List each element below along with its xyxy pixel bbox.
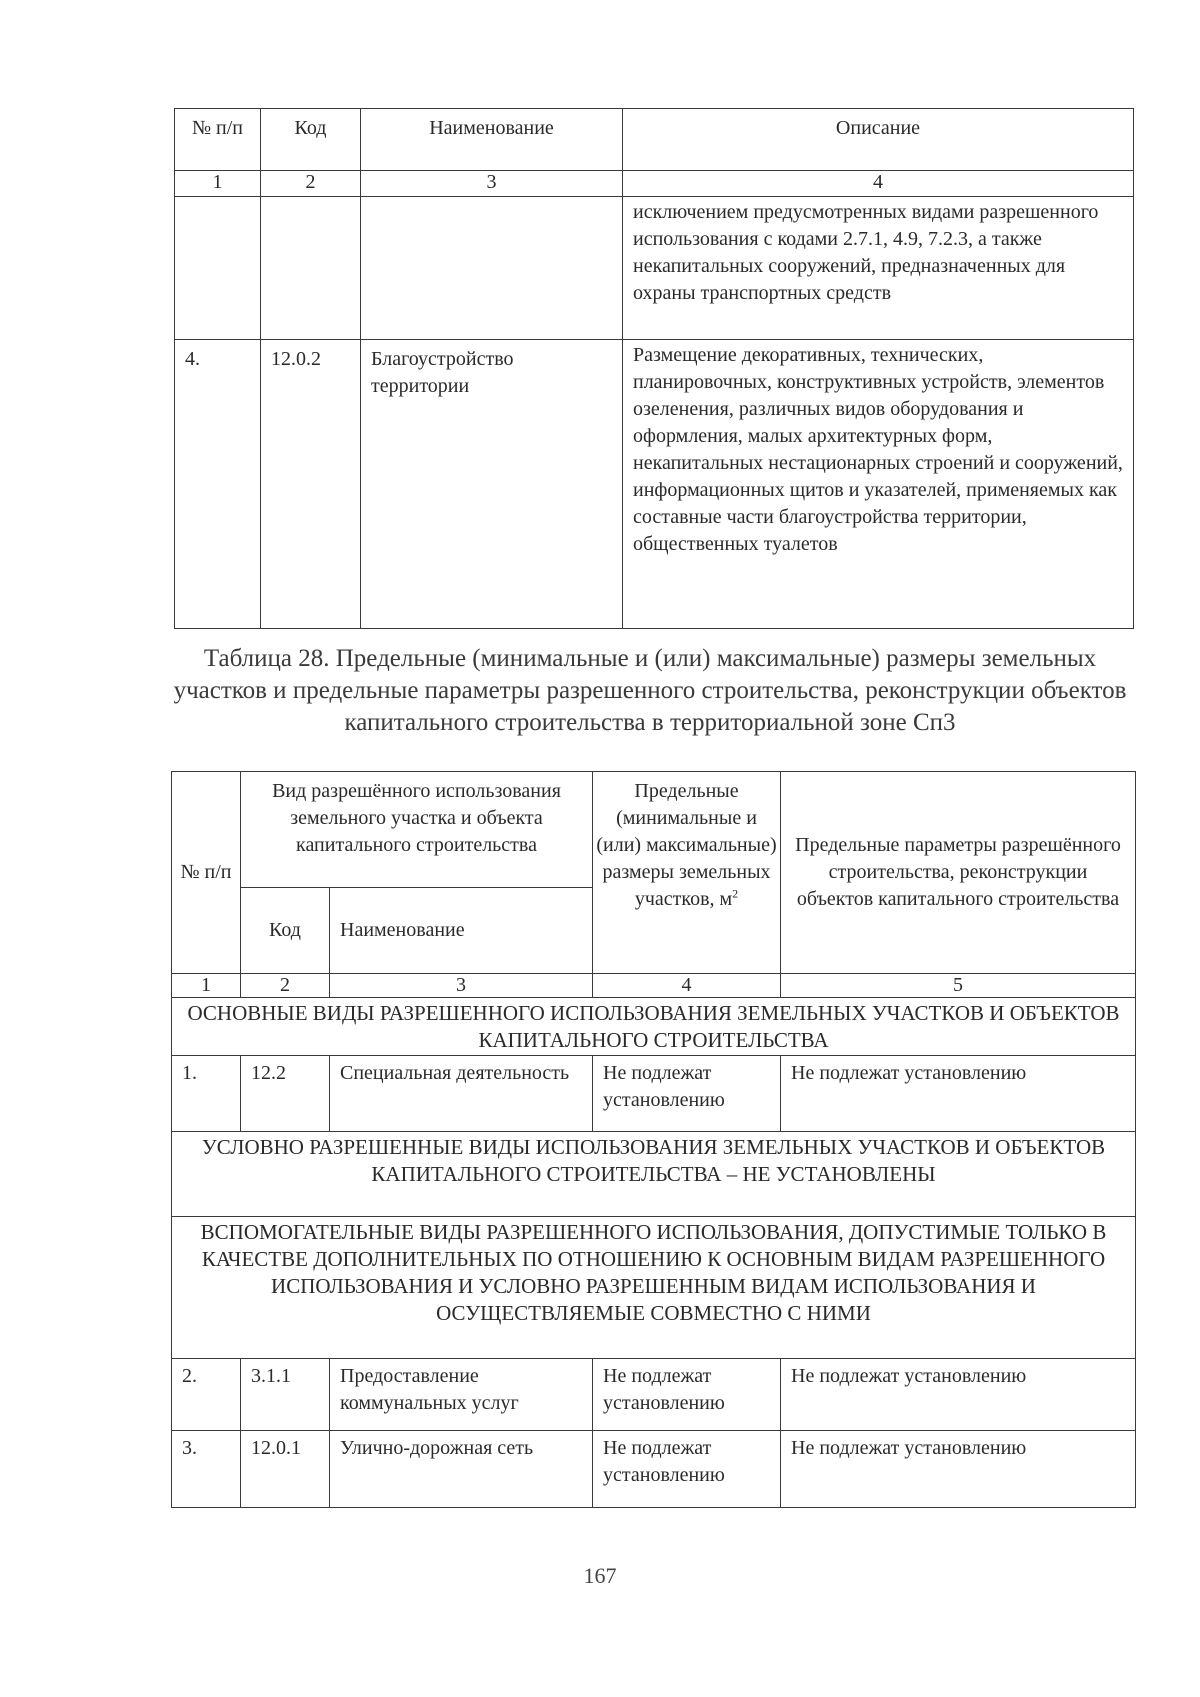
header-params: Предельные параметры разрешённого строительства, реконструкции объектов капитального строительства [781, 772, 1136, 974]
header-name: Наименование [361, 109, 623, 171]
row-code: 3.1.1 [241, 1359, 330, 1431]
row-params: Не подлежат установлению [781, 1056, 1136, 1132]
row-name: Улично-дорожная сеть [330, 1431, 593, 1508]
column-number: 2 [241, 974, 330, 998]
header-description: Описание [623, 109, 1134, 171]
section-row [172, 1132, 1136, 1217]
row-num: 3. [172, 1431, 241, 1508]
row-name: Специальная деятельность [330, 1056, 593, 1132]
row-name: Благоустройство территории [361, 340, 623, 629]
column-number: 3 [330, 974, 593, 998]
table-row [172, 1359, 1136, 1431]
section-conditional-uses: УСЛОВНО РАЗРЕШЕННЫЕ ВИДЫ ИСПОЛЬЗОВАНИЯ ЗЕМЕЛЬНЫХ УЧАСТКОВ И ОБЪЕКТОВ КАПИТАЛЬНОГО СТРОИТЕЛЬСТВА – НЕ УСТАНОВЛЕНЫ [172, 1132, 1136, 1217]
row-params: Не подлежат установлению [781, 1359, 1136, 1431]
row-sizes: Не подлежат установлению [593, 1056, 781, 1132]
row-name [361, 197, 623, 340]
table-row [172, 1056, 1136, 1132]
section-row [172, 998, 1136, 1056]
header-code: Код [261, 109, 361, 171]
column-number: 3 [361, 171, 623, 197]
row-code [261, 197, 361, 340]
row-name: Предоставление коммунальных услуг [330, 1359, 593, 1431]
header-sizes-text: Предельные (минимальные и (или) максимальные) размеры земельных участков, м [596, 780, 777, 910]
column-number: 4 [623, 171, 1134, 197]
column-number-row [172, 974, 1136, 998]
row-description: исключением предусмотренных видами разрешенного использования с кодами 2.7.1, 4.9, 7.2.3, а также некапитальных сооружений, предназначенных для охраны транспортных средств [623, 197, 1134, 340]
table-caption: Таблица 28. Предельные (минимальные и (или) максимальные) размеры земельных участков и предельные параметры разрешенного строительства, реконструкции объектов капитального строительства в территориальной зоне Сп3 [173, 645, 1127, 736]
row-num [175, 197, 261, 340]
header-sizes [593, 772, 781, 974]
row-sizes: Не подлежат установлению [593, 1359, 781, 1431]
table-row [172, 1431, 1136, 1508]
row-code: 12.0.1 [241, 1431, 330, 1508]
header-num: № п/п [172, 772, 241, 974]
row-num: 2. [172, 1359, 241, 1431]
column-number: 1 [175, 171, 261, 197]
column-number: 4 [593, 974, 781, 998]
section-auxiliary-uses: ВСПОМОГАТЕЛЬНЫЕ ВИДЫ РАЗРЕШЕННОГО ИСПОЛЬЗОВАНИЯ, ДОПУСТИМЫЕ ТОЛЬКО В КАЧЕСТВЕ ДОПОЛНИТЕЛЬНЫХ ПО ОТНОШЕНИЮ К ОСНОВНЫМ ВИДАМ РАЗРЕШЕННОГО ИСПОЛЬЗОВАНИЯ И УСЛОВНО РАЗРЕШЕННЫМ ВИДАМ ИСПОЛЬЗОВАНИЯ И ОСУЩЕСТВЛЯЕМЫЕ СОВМЕСТНО С НИМИ [172, 1217, 1136, 1359]
row-sizes: Не подлежат установлению [593, 1431, 781, 1508]
zone-parameters-table [171, 771, 1136, 1508]
column-number: 2 [261, 171, 361, 197]
header-num: № п/п [175, 109, 261, 171]
land-use-table-continuation [174, 108, 1134, 629]
table-header-row [172, 772, 1136, 888]
row-params: Не подлежат установлению [781, 1431, 1136, 1508]
header-code: Код [241, 888, 330, 974]
row-num: 4. [175, 340, 261, 629]
column-number-row [175, 171, 1134, 197]
column-number: 5 [781, 974, 1136, 998]
header-name: Наименование [330, 888, 593, 974]
table-row [175, 197, 1134, 340]
header-kind-group: Вид разрешённого использования земельного участка и объекта капитального строительства [241, 772, 593, 888]
table-row [175, 340, 1134, 629]
row-code: 12.0.2 [261, 340, 361, 629]
column-number: 1 [172, 974, 241, 998]
table-header-row [175, 109, 1134, 171]
page-number: 167 [583, 1563, 617, 1588]
row-code: 12.2 [241, 1056, 330, 1132]
section-main-uses: ОСНОВНЫЕ ВИДЫ РАЗРЕШЕННОГО ИСПОЛЬЗОВАНИЯ ЗЕМЕЛЬНЫХ УЧАСТКОВ И ОБЪЕКТОВ КАПИТАЛЬНОГО СТРОИТЕЛЬСТВА [172, 998, 1136, 1056]
row-description: Размещение декоративных, технических, планировочных, конструктивных устройств, элементов озеленения, различных видов оборудования и оформления, малых архитектурных форм, некапитальных нестационарных строений и сооружений, информационных щитов и указателей, применяемых как составные части благоустройства территории, общественных туалетов [623, 340, 1134, 629]
section-row [172, 1217, 1136, 1359]
header-sizes-sup: 2 [732, 886, 739, 901]
row-num: 1. [172, 1056, 241, 1132]
